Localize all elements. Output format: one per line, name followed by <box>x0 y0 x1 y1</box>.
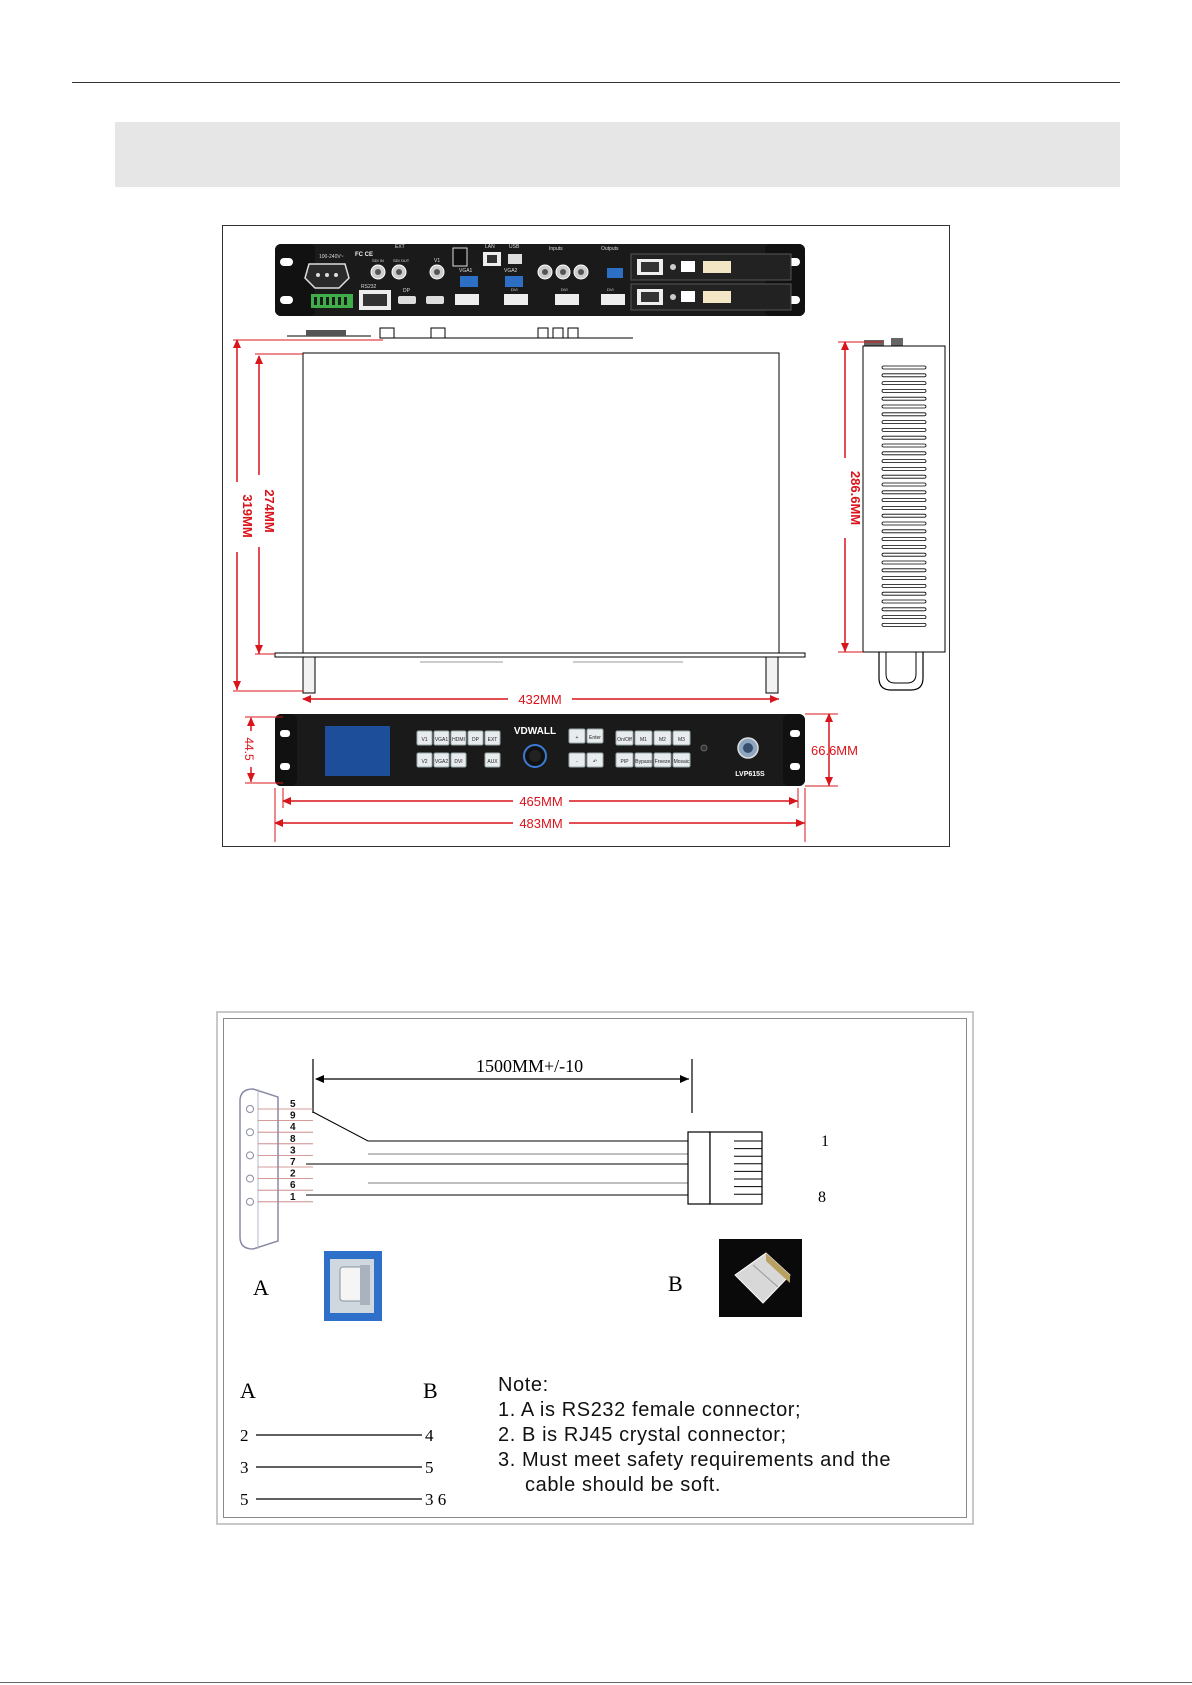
svg-text:VGA1: VGA1 <box>434 737 449 743</box>
dvi-label-1: DVI <box>511 287 518 292</box>
top-rule <box>72 82 1120 83</box>
height-total-label: 66.6MM <box>811 743 858 758</box>
bottom-rule <box>0 1682 1192 1683</box>
key-hdmi[interactable] <box>451 731 466 745</box>
svg-text:On/Off: On/Off <box>617 737 632 743</box>
rj45-pin-8: 8 <box>818 1189 826 1206</box>
key-onoff[interactable] <box>616 731 633 745</box>
key-bypass[interactable] <box>635 753 652 767</box>
svg-text:V2: V2 <box>421 759 428 765</box>
cable-figure <box>216 1011 974 1525</box>
wiring-header-a: A <box>240 1378 256 1403</box>
svg-text:Freeze: Freeze <box>654 759 671 765</box>
key-vga1[interactable] <box>434 731 449 745</box>
note-continuation: cable should be soft. <box>525 1474 722 1496</box>
note-line: 1. A is RS232 female connector; <box>498 1399 802 1421</box>
wiring-pin-b: 5 <box>425 1458 434 1477</box>
dvi-label-2: DVI <box>561 287 568 292</box>
svg-text:HDMI: HDMI <box>452 737 465 743</box>
key-m3[interactable] <box>673 731 690 745</box>
inputs-label: Inputs <box>549 246 563 252</box>
wiring-pin-a: 5 <box>240 1490 249 1509</box>
top-view <box>230 328 805 707</box>
db9-pin-label: 9 <box>290 1110 296 1122</box>
height-unit-label: 44.5 <box>242 737 256 761</box>
key-freeze[interactable] <box>654 753 671 767</box>
svg-text:M3: M3 <box>678 737 685 743</box>
key-mosaic[interactable] <box>673 753 690 767</box>
svg-text:PIP: PIP <box>620 759 629 765</box>
dvi-label-3: DVI <box>607 287 614 292</box>
note-line: 3. Must meet safety requirements and the <box>498 1449 892 1471</box>
v1-label: V1 <box>434 258 441 264</box>
sdi-out-label: SDI OUT <box>393 258 410 263</box>
sdi-in-label: SDI IN <box>372 258 384 263</box>
db9-pin-label: 5 <box>290 1099 296 1110</box>
side-view <box>838 338 945 690</box>
db9-pin-label: 4 <box>290 1122 296 1134</box>
db9-pin-label: 1 <box>290 1191 296 1203</box>
wiring-row <box>240 1426 434 1445</box>
db9-pin-label: 3 <box>290 1145 296 1157</box>
svg-text:DP: DP <box>472 737 479 743</box>
note-line: 2. B is RJ45 crystal connector; <box>498 1424 787 1446</box>
rear-panel <box>275 244 805 316</box>
lcd-screen <box>325 726 390 776</box>
key-m1[interactable] <box>635 731 652 745</box>
svg-text:AUX: AUX <box>487 759 498 765</box>
cable-length-label: 1500MM+/-10 <box>476 1056 584 1076</box>
side-depth-label: 286.6MM <box>848 470 863 526</box>
wiring-pin-a: 2 <box>240 1426 249 1445</box>
svg-text:+: + <box>575 735 579 741</box>
key-dvi[interactable] <box>451 753 466 767</box>
svg-text:DVI: DVI <box>454 759 463 765</box>
svg-text:↶: ↶ <box>592 759 598 765</box>
key-ext[interactable] <box>485 731 500 745</box>
rj45-pin-1: 1 <box>821 1133 829 1150</box>
db9-pin-label: 2 <box>290 1168 296 1180</box>
rj45-connector <box>688 1132 829 1206</box>
connector-b-label: B <box>668 1271 683 1296</box>
db9-connector <box>240 1089 313 1249</box>
svg-text:M1: M1 <box>640 737 647 743</box>
key-pip[interactable] <box>616 753 633 767</box>
svg-text:-: - <box>576 759 578 765</box>
dimension-figure <box>222 225 950 847</box>
model-label: LVP615S <box>735 771 765 778</box>
header-band <box>115 122 1120 187</box>
key-dp[interactable] <box>468 731 483 745</box>
svg-text:Mosaic: Mosaic <box>673 759 690 765</box>
key-m2[interactable] <box>654 731 671 745</box>
cert-label: FC CE <box>355 252 373 258</box>
rs232-label: RS232 <box>361 284 377 290</box>
svg-text:VGA2: VGA2 <box>434 759 449 765</box>
db9-pin-label: 7 <box>290 1157 296 1168</box>
key-minus[interactable] <box>569 753 585 767</box>
usb-label: USB <box>509 244 520 250</box>
key-plus[interactable] <box>569 729 585 743</box>
dp-label: DP <box>403 288 410 294</box>
wiring-pin-b: 4 <box>425 1426 434 1445</box>
db9-pin-label: 6 <box>290 1180 296 1192</box>
width-total-label: 483MM <box>519 816 563 831</box>
power-label: 100-240V~ <box>319 254 344 260</box>
db9-pin-label: 8 <box>290 1133 296 1145</box>
front-panel <box>275 714 805 786</box>
svg-text:Enter: Enter <box>589 735 601 741</box>
svg-text:M2: M2 <box>659 737 666 743</box>
svg-text:V1: V1 <box>421 737 428 743</box>
key-aux[interactable] <box>485 753 500 767</box>
wiring-pin-a: 3 <box>240 1458 249 1477</box>
outputs-label: Outputs <box>601 246 619 252</box>
key-v2[interactable] <box>417 753 432 767</box>
wiring-row <box>240 1458 434 1477</box>
key-v1[interactable] <box>417 731 432 745</box>
db9-photo <box>324 1251 382 1321</box>
rj45-photo <box>719 1239 802 1317</box>
key-back[interactable] <box>587 753 603 767</box>
depth-inner-label: 274MM <box>262 489 277 533</box>
svg-text:Bypass: Bypass <box>635 759 652 765</box>
brand-label: VDWALL <box>513 726 557 737</box>
width-body-label: 432MM <box>518 692 562 707</box>
wiring-row <box>240 1490 446 1509</box>
ext-label: EXT <box>395 244 405 250</box>
connector-a-label: A <box>253 1275 269 1300</box>
key-vga2[interactable] <box>434 753 449 767</box>
svg-text:EXT: EXT <box>487 737 498 743</box>
note-block <box>498 1373 958 1498</box>
key-enter[interactable] <box>587 729 603 743</box>
note-title: Note: <box>498 1374 549 1396</box>
vga1-label: VGA1 <box>459 268 473 274</box>
width-panel-label: 465MM <box>519 794 563 809</box>
wiring-pin-b: 3 6 <box>425 1490 447 1509</box>
vga2-label: VGA2 <box>504 268 518 274</box>
wiring-header-b: B <box>423 1378 438 1403</box>
depth-outer-label: 319MM <box>240 494 255 538</box>
lan-label: LAN <box>485 244 495 250</box>
